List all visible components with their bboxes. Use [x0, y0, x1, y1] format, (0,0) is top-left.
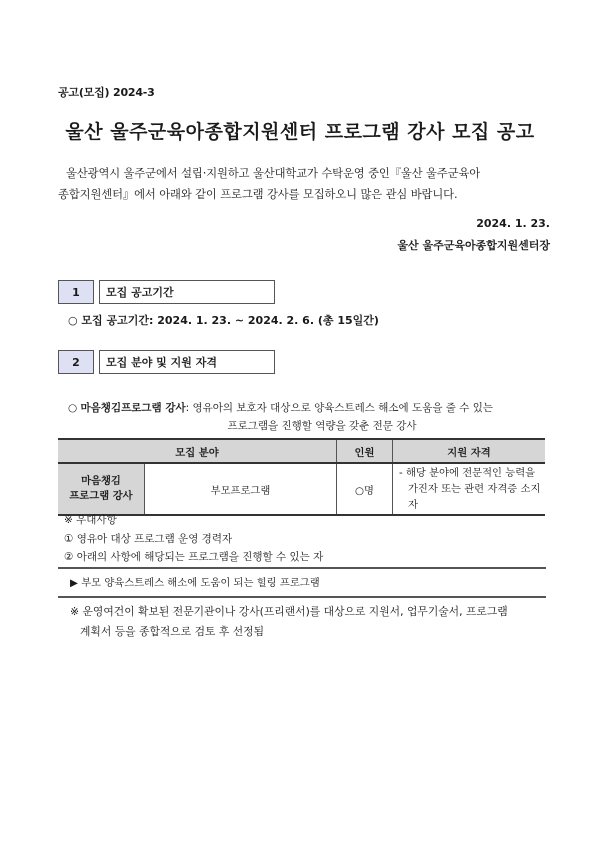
preferences	[64, 511, 323, 567]
header-count: 인원	[336, 439, 392, 463]
role-name: 마음챙김프로그램 강사	[80, 402, 186, 414]
selection-note-line-2: 계획서 등을 종합적으로 검토 후 선정됨	[80, 625, 265, 638]
section-number: 1	[58, 280, 94, 304]
preferences-title: ※ 우대사항	[64, 514, 117, 526]
role-bullet: ○	[68, 402, 78, 414]
recruitment-table	[58, 438, 545, 516]
intro-paragraph	[58, 163, 548, 205]
role-desc-line-1: : 영유아의 보호자 대상으로 양육스트레스 해소에 도움을 줄 수 있는	[185, 402, 494, 414]
preference-item-2: ② 아래의 사항에 해당되는 프로그램을 진행할 수 있는 자	[64, 551, 324, 563]
section-header-2	[58, 350, 275, 374]
selection-note-line-1: ※ 운영여건이 확보된 전문기관이나 강사(프리랜서)를 대상으로 지원서, 업무기술서, 프로그램	[70, 605, 508, 618]
page-title: 울산 울주군육아종합지원센터 프로그램 강사 모집 공고	[65, 121, 535, 143]
category-cell	[58, 463, 145, 515]
section-number: 2	[58, 350, 94, 374]
program-cell: 부모프로그램	[145, 463, 337, 515]
intro-line-2: 종합지원센터』에서 아래와 같이 프로그램 강사를 모집하오니 많은 관심 바랍니다.	[58, 188, 458, 201]
section-header-1	[58, 280, 275, 304]
table-row	[58, 463, 545, 515]
notice-number: 공고(모집) 2024-3	[58, 86, 155, 99]
header-field: 모집 분야	[58, 439, 336, 463]
section-label: 모집 공고기간	[99, 280, 275, 304]
category-line-2: 프로그램 강사	[69, 490, 133, 502]
notice-date: 2024. 1. 23.	[476, 217, 550, 230]
divider	[58, 596, 546, 598]
section-label: 모집 분야 및 지원 자격	[99, 350, 275, 374]
count-cell: ○명	[336, 463, 392, 515]
header-qualification: 지원 자격	[392, 439, 545, 463]
qualification-cell	[392, 463, 545, 515]
qualification-line-1: - 해당 분야에 전문적인 능력을	[398, 467, 536, 479]
role-desc-line-2: 프로그램을 진행할 역량을 갖춘 전문 강사	[227, 420, 417, 432]
selection-note	[70, 602, 548, 642]
qualification-line-2: 가진자 또는 관련 자격증 소지자	[407, 483, 541, 511]
divider	[58, 567, 546, 569]
role-description	[68, 399, 546, 435]
issuing-organization: 울산 울주군육아종합지원센터장	[397, 239, 550, 252]
table-header-row	[58, 439, 545, 463]
intro-line-1: 울산광역시 울주군에서 설립·지원하고 울산대학교가 수탁운영 중인『울산 울주군육아	[66, 167, 481, 180]
program-note: ▶ 부모 양육스트레스 해소에 도움이 되는 힐링 프로그램	[70, 577, 320, 589]
category-line-1: 마음챙김	[81, 475, 121, 487]
recruitment-period: ○ 모집 공고기간: 2024. 1. 23. ~ 2024. 2. 6. (총 15일간)	[68, 314, 379, 327]
preference-item-1: ① 영유아 대상 프로그램 운영 경력자	[64, 532, 233, 545]
